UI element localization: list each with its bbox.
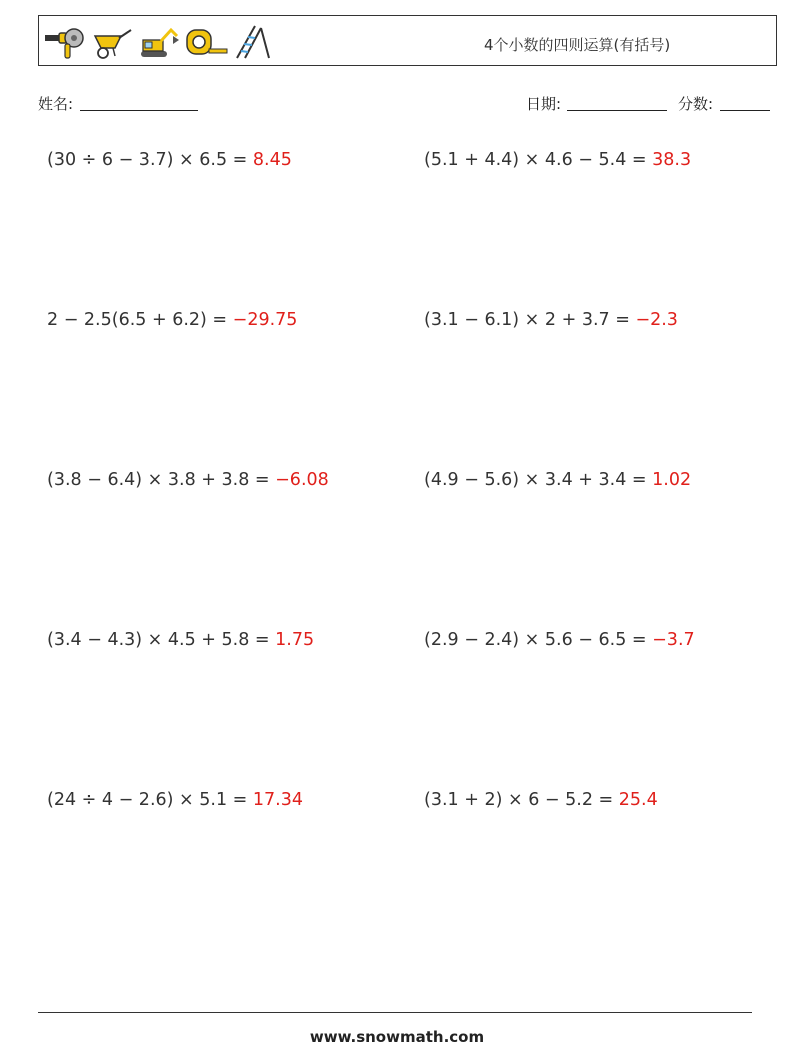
wheelbarrow-icon <box>91 24 133 60</box>
score-field[interactable] <box>720 110 770 111</box>
problem-expression: (3.1 + 2) × 6 − 5.2 = <box>424 790 619 810</box>
problem-3 <box>47 310 297 330</box>
worksheet-header <box>38 15 777 66</box>
problem-answer: 1.75 <box>275 630 315 650</box>
angle-grinder-icon <box>43 24 87 60</box>
problem-2 <box>424 150 691 170</box>
worksheet-title: 4个小数的四则运算(有括号) <box>484 36 671 54</box>
problem-answer: −29.75 <box>232 310 298 330</box>
footer-divider <box>38 1012 752 1013</box>
tape-measure-icon <box>185 24 229 60</box>
score-label: 分数: <box>678 95 714 113</box>
problem-expression: (5.1 + 4.4) × 4.6 − 5.4 = <box>424 150 653 170</box>
problem-expression: (4.9 − 5.6) × 3.4 + 3.4 = <box>424 470 653 490</box>
date-field[interactable] <box>567 110 667 111</box>
problem-answer: 38.3 <box>652 150 692 170</box>
problem-expression: (30 ÷ 6 − 3.7) × 6.5 = <box>47 150 253 170</box>
problem-answer: −3.7 <box>652 630 695 650</box>
name-label: 姓名: <box>38 95 74 113</box>
problem-expression: (24 ÷ 4 − 2.6) × 5.1 = <box>47 790 253 810</box>
header-icons <box>43 22 273 62</box>
problem-answer: 8.45 <box>252 150 292 170</box>
footer-website: www.snowmath.com <box>309 1028 485 1046</box>
problem-1 <box>47 150 292 170</box>
problem-answer: 1.02 <box>652 470 692 490</box>
problem-expression: (3.8 − 6.4) × 3.8 + 3.8 = <box>47 470 276 490</box>
problem-answer: 17.34 <box>252 790 303 810</box>
problem-10 <box>424 790 658 810</box>
problem-4 <box>424 310 678 330</box>
problem-answer: 25.4 <box>618 790 658 810</box>
problem-7 <box>47 630 314 650</box>
problem-6 <box>424 470 691 490</box>
date-label: 日期: <box>526 95 562 113</box>
ladder-icon <box>233 24 273 60</box>
problem-expression: (3.1 − 6.1) × 2 + 3.7 = <box>424 310 636 330</box>
problem-9 <box>47 790 303 810</box>
problem-expression: 2 − 2.5(6.5 + 6.2) = <box>47 310 233 330</box>
problem-5 <box>47 470 329 490</box>
problem-8 <box>424 630 695 650</box>
problem-answer: −6.08 <box>275 470 329 490</box>
problem-expression: (3.4 − 4.3) × 4.5 + 5.8 = <box>47 630 276 650</box>
name-field[interactable] <box>80 110 198 111</box>
problem-answer: −2.3 <box>635 310 678 330</box>
problem-expression: (2.9 − 2.4) × 5.6 − 6.5 = <box>424 630 653 650</box>
excavator-icon <box>137 24 181 60</box>
